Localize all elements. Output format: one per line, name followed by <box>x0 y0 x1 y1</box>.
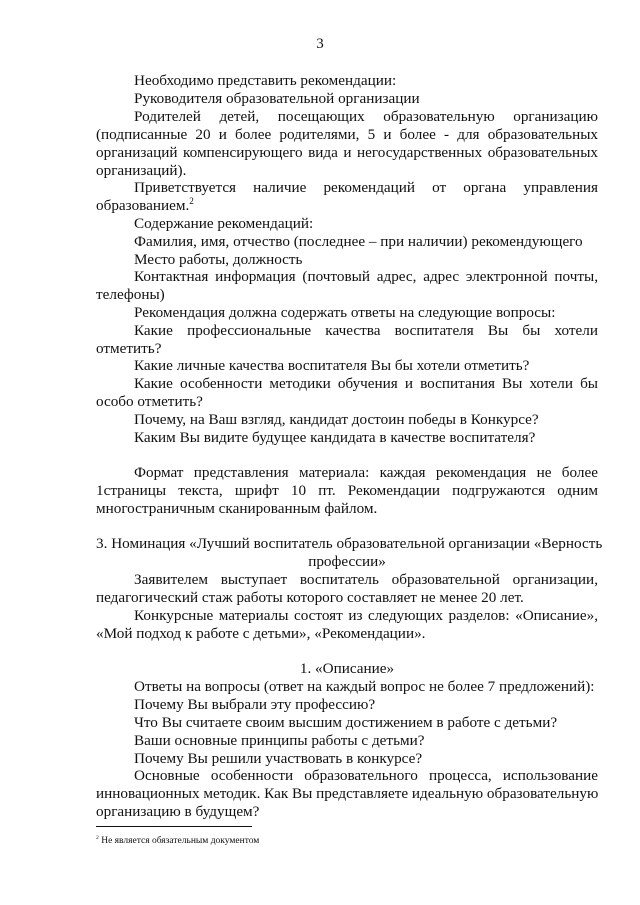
section-heading-continued: профессии» <box>308 553 386 570</box>
text-line: Что Вы считаете своим высшим достижением в работе с детьми? <box>134 714 558 731</box>
text-line: Формат представления материала: каждая рекомендация не более <box>134 464 598 481</box>
text-line: Место работы, должность <box>134 251 303 268</box>
section-heading: 3. Номинация «Лучший воспитатель образовательной организации «Верность <box>96 535 603 552</box>
text-line: Почему Вы решили участвовать в конкурсе? <box>134 750 423 767</box>
footnote-separator <box>96 826 252 827</box>
text-line: Какие особенности методики обучения и воспитания Вы хотели бы <box>134 375 598 392</box>
text-line: Приветствуется наличие рекомендаций от органа управления <box>134 179 598 196</box>
text-line: образованием.$^2$ <box>96 195 194 214</box>
text-line: Фамилия, имя, отчество (последнее – при наличии) рекомендующего <box>134 233 583 250</box>
text-line: педагогический стаж работы которого составляет не менее 20 лет. <box>96 589 524 606</box>
text-line: особо отметить? <box>96 393 203 410</box>
text-line: организаций компенсирующего вида и негосударственных образовательных <box>96 144 598 161</box>
text-line: Содержание рекомендаций: <box>134 215 314 232</box>
text-line: организаций). <box>96 162 187 179</box>
text-line: «Мой подход к работе с детьми», «Рекомендации». <box>96 625 426 642</box>
text-line: Заявителем выступает воспитатель образовательной организации, <box>134 571 598 588</box>
text-line: Основные особенности образовательного процесса, использование <box>134 767 598 784</box>
text-line: 1страницы текста, шрифт 10 пт. Рекомендации подгружаются одним <box>96 482 598 499</box>
text-line: Руководителя образовательной организации <box>134 90 420 107</box>
subsection-heading: 1. «Описание» <box>299 660 395 677</box>
text-line: телефоны) <box>96 286 165 303</box>
text-line: Родителей детей, посещающих образовательную организацию <box>134 108 598 125</box>
text-line: Какие личные качества воспитателя Вы бы хотели отметить? <box>134 357 530 374</box>
text-line: Необходимо представить рекомендации: <box>134 72 397 89</box>
text-line: Ваши основные принципы работы с детьми? <box>134 732 425 749</box>
text-line: Почему, на Ваш взгляд, кандидат достоин победы в Конкурсе? <box>134 411 539 428</box>
text-line: Какие профессиональные качества воспитателя Вы бы хотели <box>134 322 598 339</box>
text-line: Контактная информация (почтовый адрес, адрес электронной почты, <box>134 268 598 285</box>
text-line: многостраничным сканированным файлом. <box>96 500 378 517</box>
footnote <box>96 836 259 846</box>
text-line: Конкурсные материалы состоят из следующих разделов: «Описание», <box>134 607 598 624</box>
text-line: (подписанные 20 и более родителями, 5 и более - для образовательных <box>96 126 598 143</box>
text-line: отметить? <box>96 340 162 357</box>
text-line: инновационных методик. Как Вы представляете идеальную образовательную <box>96 785 599 802</box>
footnote-text: Не является обязательным документом <box>101 836 260 846</box>
footnote-reference: 2 <box>189 195 194 206</box>
footnote-marker: 2 <box>96 834 99 841</box>
text-line: организацию в будущем? <box>96 803 260 820</box>
text-line: Каким Вы видите будущее кандидата в качестве воспитателя? <box>134 429 536 446</box>
text-line: Рекомендация должна содержать ответы на следующие вопросы: <box>134 304 556 321</box>
text-line: Почему Вы выбрали эту профессию? <box>134 696 376 713</box>
page-number: 3 <box>316 36 324 52</box>
text-line: Ответы на вопросы (ответ на каждый вопрос не более 7 предложений): <box>134 678 595 695</box>
